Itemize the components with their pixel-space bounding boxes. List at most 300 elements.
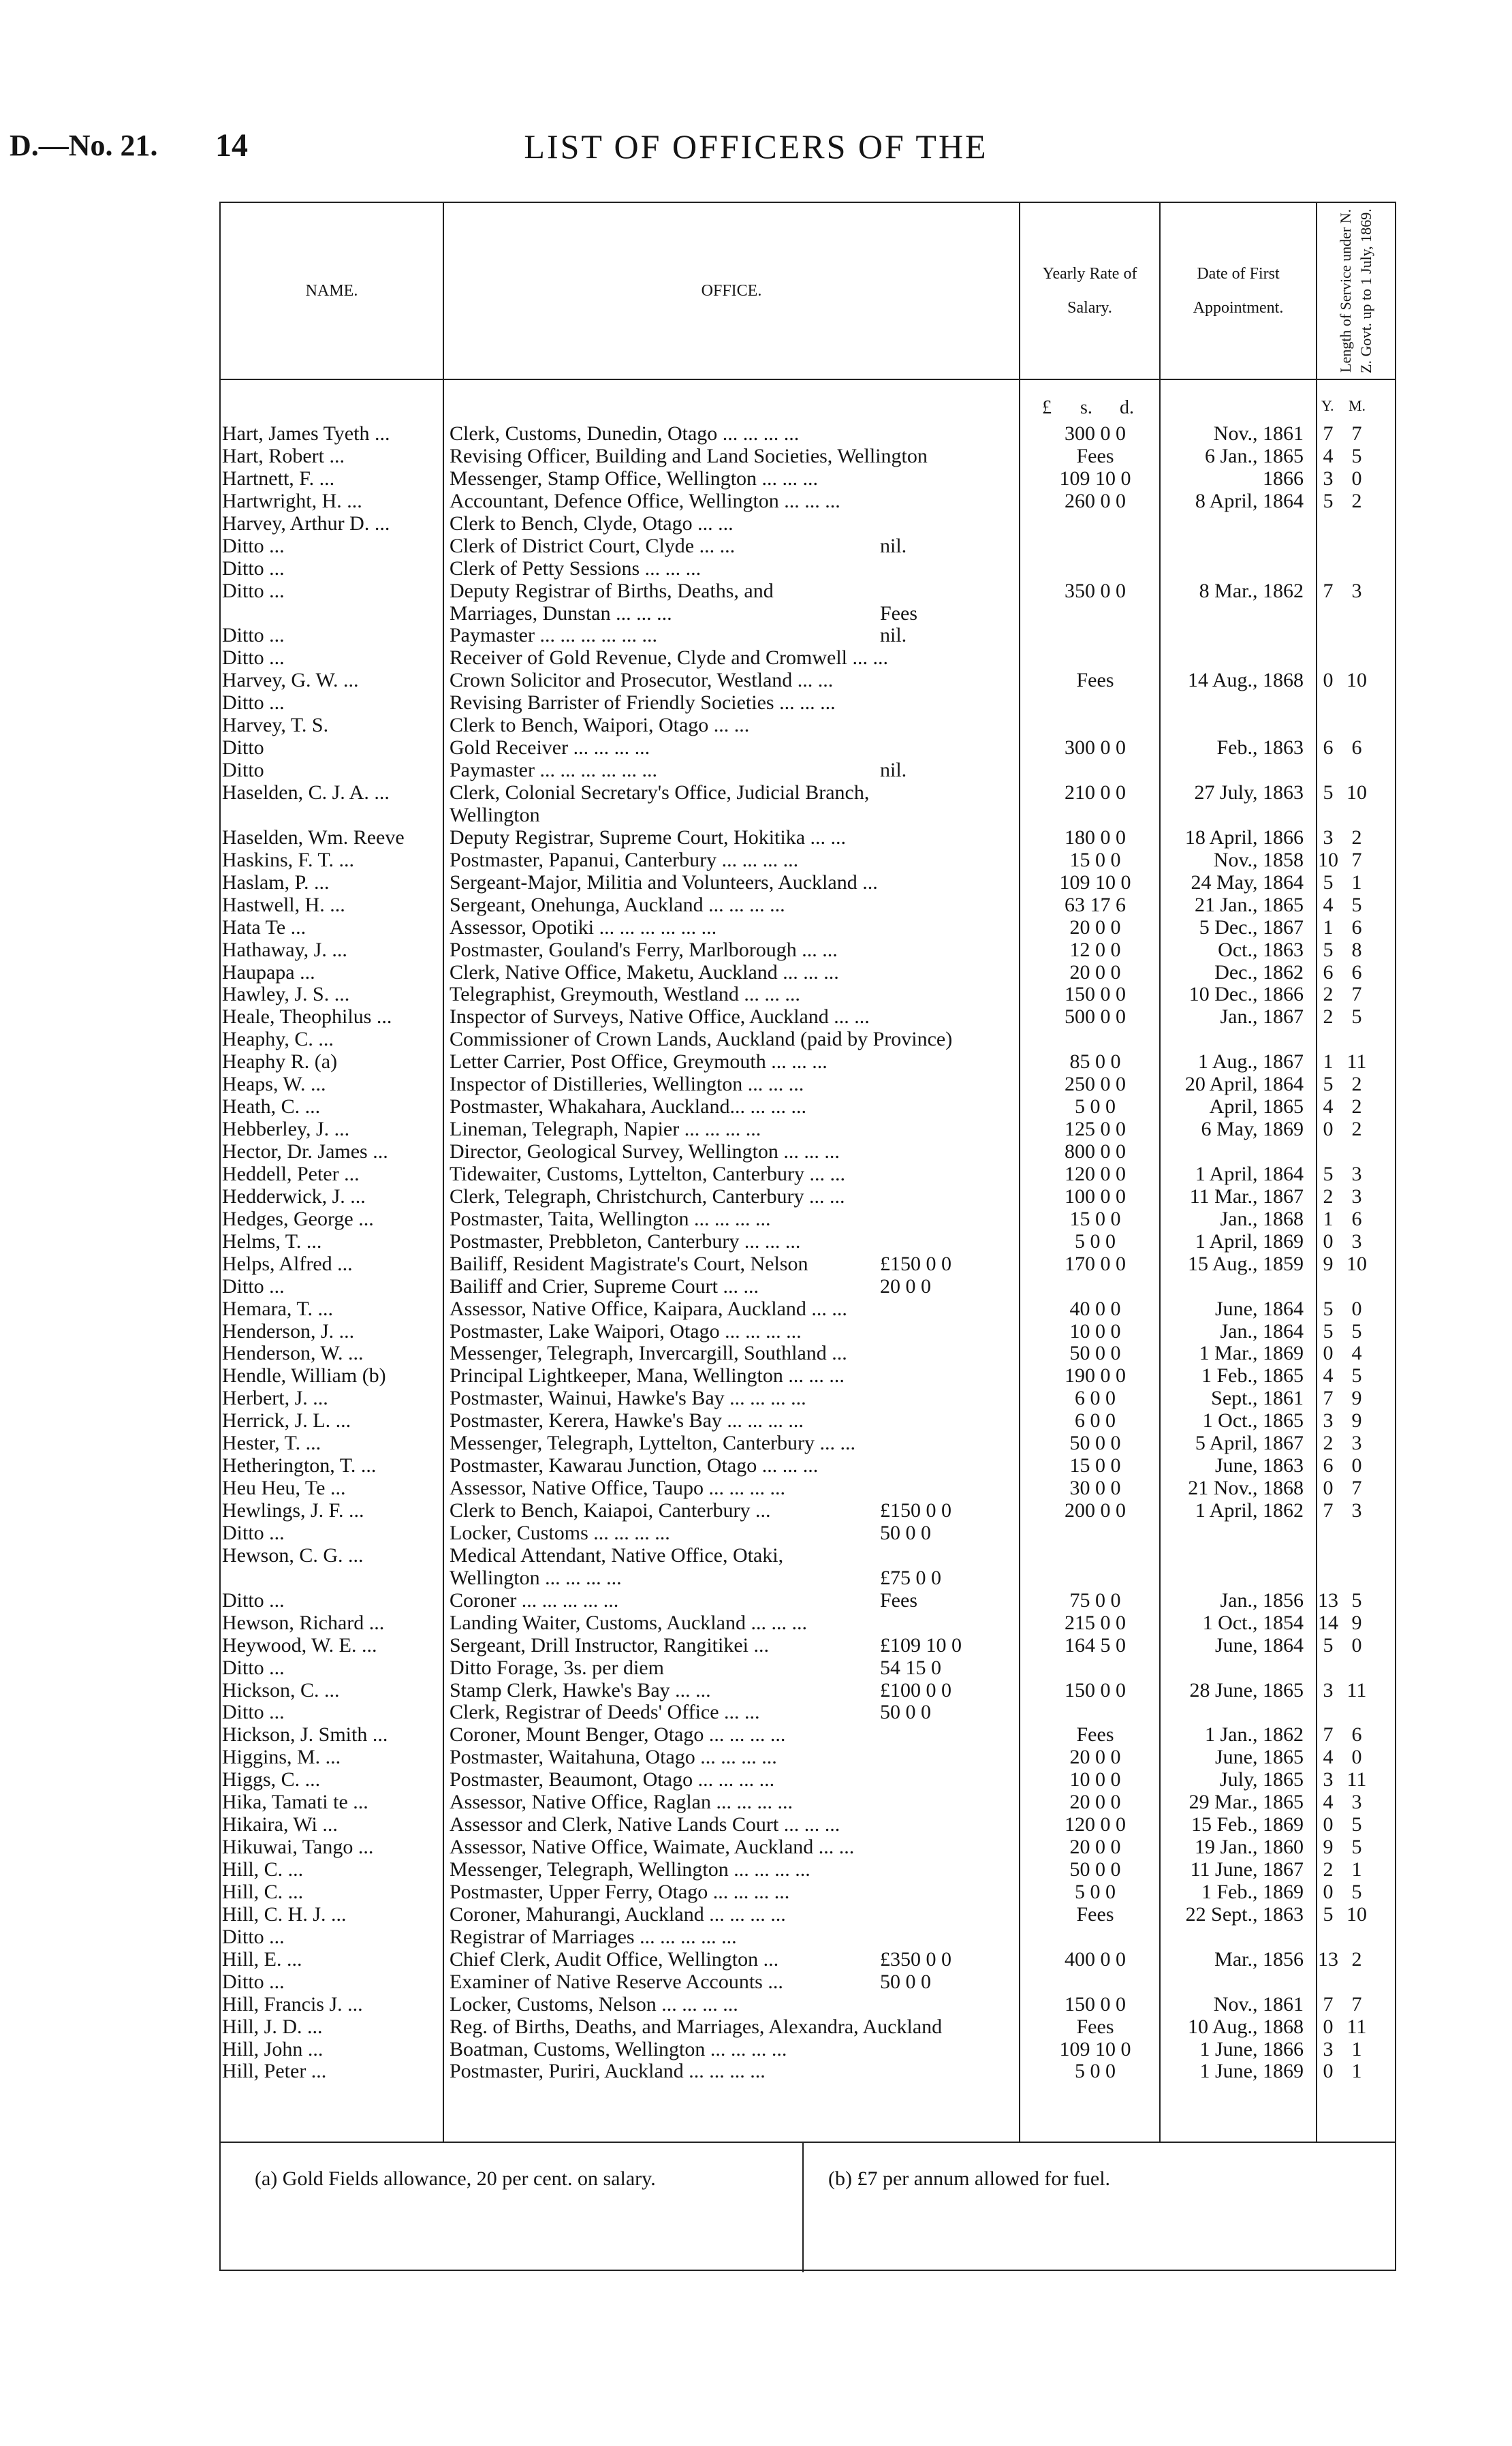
officer-name: Herrick, J. L. ...	[222, 1409, 351, 1432]
salary: 50 0 0	[1069, 1858, 1121, 1881]
table-row	[221, 1858, 1395, 1881]
officer-name: Henderson, J. ...	[222, 1319, 355, 1343]
officer-name: Ditto	[222, 759, 264, 782]
table-row	[221, 894, 1395, 916]
office-text: Coroner, Mahurangi, Auckland ... ... ... ...	[450, 1902, 786, 1926]
salary: 63 17 6	[1065, 893, 1126, 916]
appointment-date: 8 Mar., 1862	[1199, 579, 1304, 602]
salary: 300 0 0	[1065, 736, 1126, 759]
service-months: 10	[1346, 1902, 1367, 1926]
service-years: 1	[1323, 915, 1334, 939]
office-text: Registrar of Marriages ... ... ... ... ...	[450, 1925, 737, 1948]
officer-name: Herbert, J. ...	[222, 1387, 328, 1410]
service-years: 0	[1323, 1880, 1334, 1903]
appointment-date: Nov., 1858	[1213, 848, 1304, 871]
service-years: 6	[1323, 960, 1334, 984]
officer-name: Hill, C. ...	[222, 1880, 304, 1903]
office-text: Receiver of Gold Revenue, Clyde and Cromwell ... ...	[450, 646, 889, 670]
service-years: 7	[1323, 1387, 1334, 1410]
table-row	[221, 1208, 1395, 1230]
office-text: Messenger, Stamp Office, Wellington ... ... ...	[450, 467, 819, 490]
service-months: 5	[1351, 444, 1362, 467]
salary: 20 0 0	[1069, 1791, 1121, 1814]
service-years: 3	[1323, 826, 1334, 849]
officer-name: Hickson, J. Smith ...	[222, 1723, 388, 1746]
appointment-date: 5 Dec., 1867	[1199, 915, 1304, 939]
service-years: 0	[1323, 1342, 1334, 1365]
office-text: Paymaster ... ... ... ... ... ...	[450, 624, 657, 647]
officer-name: Heath, C. ...	[222, 1095, 321, 1118]
service-months: 7	[1351, 1477, 1362, 1500]
service-months: 1	[1351, 2060, 1362, 2083]
officer-name: Ditto ...	[222, 579, 285, 602]
office-text: Assessor, Native Office, Waimate, Auckland ... ...	[450, 1836, 855, 1859]
footnote-b: (b) £7 per annum allowed for fuel.	[828, 2167, 1111, 2190]
table-row	[221, 2038, 1395, 2060]
salary: 10 0 0	[1069, 1319, 1121, 1343]
service-months: 11	[1346, 2015, 1367, 2038]
service-years: 10	[1318, 848, 1338, 871]
appointment-date: Jan., 1856	[1220, 1588, 1304, 1612]
table-row	[221, 1230, 1395, 1253]
table-row	[221, 939, 1395, 961]
appointment-date: 22 Sept., 1863	[1185, 1902, 1304, 1926]
salary: 40 0 0	[1069, 1297, 1121, 1320]
officer-name: Heale, Theophilus ...	[222, 1005, 392, 1029]
officer-name: Hastwell, H. ...	[222, 893, 345, 916]
office-text: Clerk to Bench, Waipori, Otago ... ...	[450, 714, 750, 737]
service-years: 3	[1323, 467, 1334, 490]
office-text: Stamp Clerk, Hawke's Bay ... ...	[450, 1678, 711, 1702]
table-row	[221, 691, 1395, 714]
officer-name: Hetherington, T. ...	[222, 1454, 377, 1477]
table-row	[221, 1612, 1395, 1634]
service-months: 2	[1351, 1118, 1362, 1141]
appointment-date: 10 Aug., 1868	[1187, 2015, 1304, 2038]
service-months: 5	[1351, 1364, 1362, 1387]
salary: 400 0 0	[1065, 1947, 1126, 1971]
service-months: 3	[1351, 579, 1362, 602]
officer-name: Haupapa ...	[222, 960, 315, 984]
appointment-date: June, 1863	[1215, 1454, 1304, 1477]
officer-name: Hawley, J. S. ...	[222, 983, 350, 1006]
officer-name: Haselden, C. J. A. ...	[222, 781, 390, 804]
unit-pounds: £	[1042, 397, 1052, 418]
office-text: Paymaster ... ... ... ... ... ...	[450, 759, 657, 782]
salary: 15 0 0	[1069, 1454, 1121, 1477]
appointment-date: 11 June, 1867	[1190, 1858, 1304, 1881]
appointment-date: 8 April, 1864	[1195, 489, 1304, 512]
appointment-date: 1 April, 1862	[1195, 1499, 1304, 1522]
office-text: Telegraphist, Greymouth, Westland ... ... ...	[450, 983, 800, 1006]
salary: 5 0 0	[1075, 1095, 1116, 1118]
office-text: Locker, Customs, Nelson ... ... ... ...	[450, 1992, 738, 2016]
salary: 260 0 0	[1065, 489, 1126, 512]
salary: 15 0 0	[1069, 1207, 1121, 1230]
amount-detail: 50 0 0	[880, 1970, 931, 1993]
salary: Fees	[1076, 444, 1114, 467]
table-row	[221, 1140, 1395, 1163]
salary: 5 0 0	[1075, 2060, 1116, 2083]
officer-name: Hewson, Richard ...	[222, 1611, 385, 1634]
office-text: Boatman, Customs, Wellington ... ... ... ...	[450, 2037, 787, 2060]
salary: 120 0 0	[1065, 1162, 1126, 1185]
service-years: 5	[1323, 938, 1334, 961]
unit-shillings: s.	[1080, 397, 1092, 418]
service-years: 3	[1323, 2037, 1334, 2060]
table-row	[221, 1522, 1395, 1544]
amount-detail: nil.	[880, 624, 907, 647]
officer-name: Higgs, C. ...	[222, 1768, 321, 1791]
appointment-date: Dec., 1862	[1214, 960, 1304, 984]
table-row	[221, 1791, 1395, 1813]
office-text: Wellington	[450, 803, 540, 826]
service-years: 5	[1323, 489, 1334, 512]
salary: Fees	[1076, 669, 1114, 692]
office-text: Postmaster, Taita, Wellington ... ... ... ...	[450, 1207, 771, 1230]
service-months: 3	[1351, 1791, 1362, 1814]
appointment-date: 28 June, 1865	[1189, 1678, 1304, 1702]
office-text: Messenger, Telegraph, Wellington ... ... ... ...	[450, 1858, 810, 1881]
appointment-date: 29 Mar., 1865	[1188, 1791, 1304, 1814]
officer-name: Hill, C. ...	[222, 1858, 304, 1881]
service-years: 5	[1323, 1073, 1334, 1096]
office-text: Sergeant, Onehunga, Auckland ... ... ... ...	[450, 893, 785, 916]
office-text: Assessor, Native Office, Raglan ... ... ... ...	[450, 1791, 793, 1814]
table-row	[221, 736, 1395, 759]
officer-name: Ditto ...	[222, 1701, 285, 1724]
appointment-date: 20 April, 1864	[1184, 1073, 1304, 1096]
officer-name: Hill, E. ...	[222, 1947, 302, 1971]
office-text: Inspector of Surveys, Native Office, Auckland ... ...	[450, 1005, 870, 1029]
table-row	[221, 1298, 1395, 1320]
office-text: Postmaster, Gouland's Ferry, Marlborough ... ...	[450, 938, 838, 961]
table-row	[221, 557, 1395, 580]
office-text: Postmaster, Kerera, Hawke's Bay ... ... ... ...	[450, 1409, 804, 1432]
salary: 215 0 0	[1065, 1611, 1126, 1634]
service-months: 2	[1351, 1947, 1362, 1971]
service-years: 0	[1323, 1813, 1334, 1836]
table-row	[221, 1409, 1395, 1432]
table-row	[221, 535, 1395, 557]
office-text: Reg. of Births, Deaths, and Marriages, Alexandra, Auckland	[450, 2015, 943, 2038]
service-months: 9	[1351, 1409, 1362, 1432]
officer-name: Hart, Robert ...	[222, 444, 345, 467]
table-row	[221, 759, 1395, 781]
service-years: 3	[1323, 1409, 1334, 1432]
table-row	[221, 1971, 1395, 1993]
officer-name: Hendle, William (b)	[222, 1364, 386, 1387]
salary: 100 0 0	[1065, 1185, 1126, 1208]
salary: 250 0 0	[1065, 1073, 1126, 1096]
office-text: Postmaster, Kawarau Junction, Otago ... ... ...	[450, 1454, 819, 1477]
service-months: 3	[1351, 1185, 1362, 1208]
service-months: 0	[1351, 1746, 1362, 1769]
office-text: Postmaster, Beaumont, Otago ... ... ... ...	[450, 1768, 775, 1791]
service-years: 0	[1323, 669, 1334, 692]
salary: 109 10 0	[1059, 467, 1131, 490]
service-years: 9	[1323, 1836, 1334, 1859]
service-months: 3	[1351, 1162, 1362, 1185]
appointment-date: 6 May, 1869	[1201, 1118, 1304, 1141]
office-text: Postmaster, Upper Ferry, Otago ... ... ... ...	[450, 1880, 790, 1903]
service-months: 5	[1351, 1880, 1362, 1903]
salary: Fees	[1076, 2015, 1114, 2038]
service-years: 7	[1323, 1723, 1334, 1746]
salary: 210 0 0	[1065, 781, 1126, 804]
salary: 10 0 0	[1069, 1768, 1121, 1791]
service-years: 7	[1323, 1992, 1334, 2016]
officer-name: Hill, Peter ...	[222, 2060, 327, 2083]
service-years: 7	[1323, 579, 1334, 602]
office-text: Landing Waiter, Customs, Auckland ... ... ...	[450, 1611, 807, 1634]
office-text: Letter Carrier, Post Office, Greymouth ... ... ...	[450, 1050, 828, 1073]
officer-name: Heaps, W. ...	[222, 1073, 326, 1096]
appointment-date: 1 Feb., 1869	[1201, 1880, 1304, 1903]
salary: 125 0 0	[1065, 1118, 1126, 1141]
appointment-date: Jan., 1864	[1220, 1319, 1304, 1343]
officer-name: Ditto ...	[222, 534, 285, 557]
salary: 800 0 0	[1065, 1140, 1126, 1163]
office-text: Postmaster, Wainui, Hawke's Bay ... ... ... ...	[450, 1387, 806, 1410]
service-months: 5	[1351, 1588, 1362, 1612]
appointment-date: 1 June, 1866	[1199, 2037, 1304, 2060]
office-text: Clerk, Native Office, Maketu, Auckland ... ... ...	[450, 960, 839, 984]
salary: 30 0 0	[1069, 1477, 1121, 1500]
service-years: 13	[1318, 1588, 1338, 1612]
appointment-date: Nov., 1861	[1213, 422, 1304, 445]
officer-name: Hartwright, H. ...	[222, 489, 362, 512]
service-years: 4	[1323, 1364, 1334, 1387]
table-row	[221, 1836, 1395, 1858]
appointment-date: 1 Aug., 1867	[1197, 1050, 1304, 1073]
table-row	[221, 422, 1395, 445]
service-months: 2	[1351, 489, 1362, 512]
table-row	[221, 445, 1395, 467]
officer-name: Hill, Francis J. ...	[222, 1992, 363, 2016]
service-years: 7	[1323, 1499, 1334, 1522]
office-text: Assessor and Clerk, Native Lands Court ... ... ...	[450, 1813, 840, 1836]
amount-detail: 20 0 0	[880, 1274, 931, 1298]
unit-years: Y.	[1321, 397, 1334, 414]
service-months: 5	[1351, 1319, 1362, 1343]
office-text: Postmaster, Puriri, Auckland ... ... ... ...	[450, 2060, 766, 2083]
officer-name: Heu Heu, Te ...	[222, 1477, 346, 1500]
table-row	[221, 646, 1395, 669]
appointment-date: 5 April, 1867	[1195, 1432, 1304, 1455]
table-row	[221, 1118, 1395, 1140]
office-text: Bailiff, Resident Magistrate's Court, Nelson	[450, 1252, 808, 1275]
service-months: 6	[1351, 736, 1362, 759]
service-months: 7	[1351, 848, 1362, 871]
appointment-date: 1 April, 1869	[1195, 1229, 1304, 1253]
officer-name: Harvey, T. S.	[222, 714, 329, 737]
service-months: 0	[1351, 1297, 1362, 1320]
officer-name: Hedges, George ...	[222, 1207, 374, 1230]
service-months: 10	[1346, 1252, 1367, 1275]
salary: 20 0 0	[1069, 915, 1121, 939]
office-text: Ditto Forage, 3s. per diem	[450, 1656, 664, 1679]
service-months: 0	[1351, 1633, 1362, 1657]
table-row	[221, 1253, 1395, 1275]
appointment-date: 1 Feb., 1865	[1201, 1364, 1304, 1387]
salary: 20 0 0	[1069, 1836, 1121, 1859]
table-row	[221, 1499, 1395, 1522]
service-years: 5	[1323, 871, 1334, 894]
officer-name: Ditto ...	[222, 1588, 285, 1612]
appointment-date: 1 Oct., 1854	[1202, 1611, 1304, 1634]
appointment-date: 15 Feb., 1869	[1191, 1813, 1304, 1836]
service-months: 2	[1351, 1095, 1362, 1118]
office-text: Locker, Customs ... ... ... ...	[450, 1521, 670, 1544]
table-body	[221, 422, 1395, 2082]
column-header-service: Length of Service under N. Z. Govt. up to 1 July, 1869.	[1337, 208, 1374, 373]
service-months: 3	[1351, 1229, 1362, 1253]
table-row	[221, 826, 1395, 849]
service-years: 2	[1323, 983, 1334, 1006]
table-row	[221, 1813, 1395, 1836]
office-text: Clerk of District Court, Clyde ... ...	[450, 534, 736, 557]
service-years: 0	[1323, 1118, 1334, 1141]
officer-name: Harvey, G. W. ...	[222, 669, 359, 692]
salary: 15 0 0	[1069, 848, 1121, 871]
service-years: 0	[1323, 1229, 1334, 1253]
table-row	[221, 1185, 1395, 1208]
salary: 120 0 0	[1065, 1813, 1126, 1836]
office-text: Wellington ... ... ... ...	[450, 1566, 622, 1589]
office-text: Deputy Registrar of Births, Deaths, and	[450, 579, 774, 602]
officer-name: Hikaira, Wi ...	[222, 1813, 338, 1836]
officer-name: Helps, Alfred ...	[222, 1252, 353, 1275]
unit-months: M.	[1349, 397, 1366, 414]
salary: 20 0 0	[1069, 1746, 1121, 1769]
salary: 50 0 0	[1069, 1342, 1121, 1365]
footnote-a: (a) Gold Fields allowance, 20 per cent. on salary.	[255, 2167, 656, 2190]
office-text: Sergeant-Major, Militia and Volunteers, Auckland ...	[450, 871, 878, 894]
appointment-date: 1 June, 1869	[1199, 2060, 1304, 2083]
table-row	[221, 871, 1395, 894]
service-years: 5	[1323, 1319, 1334, 1343]
table-row	[221, 1477, 1395, 1499]
table-row	[221, 1679, 1395, 1702]
officer-name: Hewlings, J. F. ...	[222, 1499, 364, 1522]
service-years: 5	[1323, 1633, 1334, 1657]
units-row	[221, 397, 1395, 420]
officer-name: Henderson, W. ...	[222, 1342, 364, 1365]
office-text: Tidewaiter, Customs, Lyttelton, Canterbury ... ...	[450, 1162, 845, 1185]
office-text: Marriages, Dunstan ... ... ...	[450, 601, 672, 625]
salary: Fees	[1076, 1902, 1114, 1926]
appointment-date: April, 1865	[1209, 1095, 1304, 1118]
salary: 500 0 0	[1065, 1005, 1126, 1029]
office-text: Crown Solicitor and Prosecutor, Westland ... ...	[450, 669, 834, 692]
table-row	[221, 1050, 1395, 1073]
service-years: 6	[1323, 736, 1334, 759]
office-text: Deputy Registrar, Supreme Court, Hokitika ... ...	[450, 826, 847, 849]
officer-name: Ditto ...	[222, 624, 285, 647]
office-text: Inspector of Distilleries, Wellington ... ... ...	[450, 1073, 804, 1096]
page-number: 14	[215, 127, 248, 163]
office-text: Clerk, Customs, Dunedin, Otago ... ... ... ...	[450, 422, 800, 445]
table-row	[221, 1903, 1395, 1926]
service-years: 14	[1318, 1611, 1338, 1634]
appointment-date: 14 Aug., 1868	[1187, 669, 1304, 692]
table-row	[221, 580, 1395, 602]
salary: 350 0 0	[1065, 579, 1126, 602]
officer-name: Hartnett, F. ...	[222, 467, 335, 490]
appointment-date: 21 Jan., 1865	[1195, 893, 1304, 916]
service-months: 0	[1351, 1454, 1362, 1477]
appointment-date: 27 July, 1863	[1194, 781, 1304, 804]
appointment-date: 1 Mar., 1869	[1199, 1342, 1304, 1365]
table-row	[221, 1701, 1395, 1723]
service-years: 13	[1318, 1947, 1338, 1971]
salary: 75 0 0	[1069, 1588, 1121, 1612]
officer-name: Haselden, Wm. Reeve	[222, 826, 405, 849]
service-months: 7	[1351, 422, 1362, 445]
table-row	[221, 1544, 1395, 1567]
salary: 300 0 0	[1065, 422, 1126, 445]
salary: 150 0 0	[1065, 983, 1126, 1006]
service-years: 2	[1323, 1858, 1334, 1881]
salary: 50 0 0	[1069, 1432, 1121, 1455]
service-years: 4	[1323, 1746, 1334, 1769]
salary: 5 0 0	[1075, 1229, 1116, 1253]
service-years: 4	[1323, 1095, 1334, 1118]
office-text: Gold Receiver ... ... ... ...	[450, 736, 650, 759]
salary: 5 0 0	[1075, 1880, 1116, 1903]
service-months: 10	[1346, 781, 1367, 804]
office-text: Revising Barrister of Friendly Societies ... ... ...	[450, 691, 836, 715]
service-months: 7	[1351, 983, 1362, 1006]
officer-name: Ditto ...	[222, 1656, 285, 1679]
office-text: Assessor, Native Office, Taupo ... ... ... ...	[450, 1477, 786, 1500]
officer-name: Heddell, Peter ...	[222, 1162, 360, 1185]
office-text: Assessor, Native Office, Kaipara, Auckland ... ...	[450, 1297, 847, 1320]
amount-detail: 50 0 0	[880, 1521, 931, 1544]
officer-name: Haskins, F. T. ...	[222, 848, 355, 871]
table-row	[221, 1163, 1395, 1185]
service-months: 6	[1351, 915, 1362, 939]
table-row	[221, 961, 1395, 984]
service-years: 3	[1323, 1678, 1334, 1702]
office-text: Clerk, Telegraph, Christchurch, Canterbury ... ...	[450, 1185, 845, 1208]
appointment-date: 15 Aug., 1859	[1187, 1252, 1304, 1275]
table-row	[221, 1387, 1395, 1409]
salary: 190 0 0	[1065, 1364, 1126, 1387]
table-row	[221, 1320, 1395, 1343]
office-text: Postmaster, Lake Waipori, Otago ... ... ... ...	[450, 1319, 802, 1343]
table-row	[221, 2016, 1395, 2038]
office-text: Clerk to Bench, Clyde, Otago ... ...	[450, 512, 734, 535]
office-text: Director, Geological Survey, Wellington ... ... ...	[450, 1140, 840, 1163]
amount-detail: 54 15 0	[880, 1656, 941, 1679]
officer-name: Harvey, Arthur D. ...	[222, 512, 390, 535]
officer-name: Ditto ...	[222, 1274, 285, 1298]
table-row	[221, 1723, 1395, 1746]
table-row	[221, 1881, 1395, 1903]
amount-detail: £350 0 0	[880, 1947, 951, 1971]
service-years: 0	[1323, 2060, 1334, 2083]
service-years: 5	[1323, 781, 1334, 804]
appointment-date: June, 1865	[1215, 1746, 1304, 1769]
service-years: 4	[1323, 893, 1334, 916]
appointment-date: Jan., 1868	[1220, 1207, 1304, 1230]
amount-detail: £109 10 0	[880, 1633, 962, 1657]
service-years: 2	[1323, 1005, 1334, 1029]
officer-name: Hill, J. D. ...	[222, 2015, 323, 2038]
officer-name: Hathaway, J. ...	[222, 938, 347, 961]
